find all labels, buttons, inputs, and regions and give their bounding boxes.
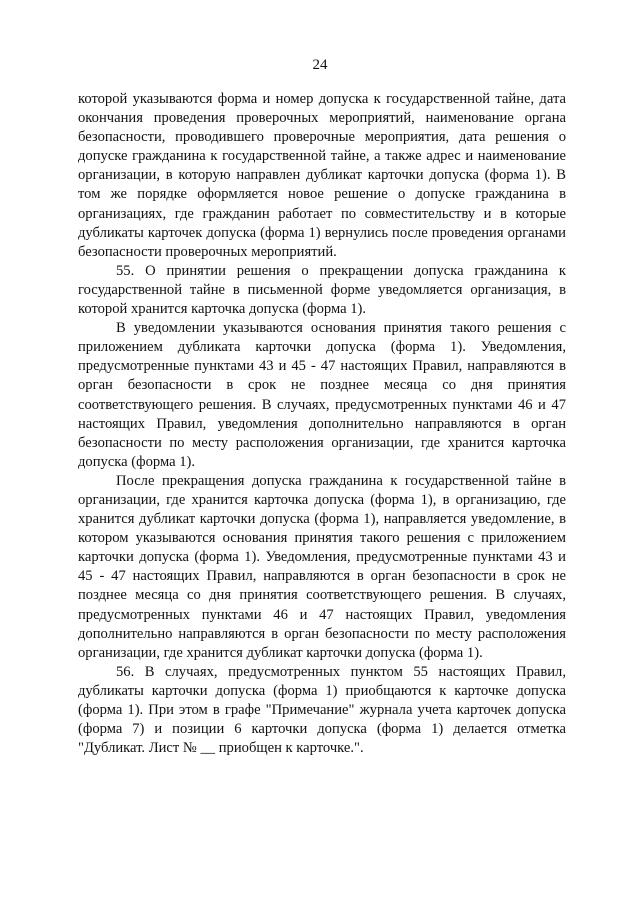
paragraph-item-56: 56. В случаях, предусмотренных пунктом 55 настоящих Правил, дубликаты карточки допуска (форма 1) приобщаются к карточке допуска (форма 1). При этом в графе "Примечание" журнала учета карточек допуска (форма 7) и позиции 6 карточки допуска (форма 1) делается отметка "Дубликат. Лист № __ приобщен к карточке.". <box>78 663 566 757</box>
paragraph-notification-grounds: В уведомлении указываются основания принятия такого решения с приложением дубликата карточки допуска (форма 1). Уведомления, предусмотренные пунктами 43 и 45 - 47 настоящих Правил, направляются в орган безопасности в срок не позднее месяца со дня принятия соответствующего решения. В случаях, предусмотренных пунктами 46 и 47 настоящих Правил, уведомления дополнительно направляются в орган безопасности по месту расположения организации, где хранится карточка допуска (форма 1). <box>78 320 566 470</box>
paragraph-after-termination: После прекращения допуска гражданина к государственной тайне в организации, где хранится карточка допуска (форма 1), в организацию, где хранится дубликат карточки допуска (форма 1), направляется уведомление, в котором указываются основания принятия такого решения с приложением карточки допуска (форма 1). Уведомления, предусмотренные пунктами 43 и 45 - 47 настоящих Правил, направляются в орган безопасности в срок не позднее месяца со дня принятия соответствующего решения. В случаях, предусмотренных пунктами 46 и 47 настоящих Правил, уведомления дополнительно направляются в орган безопасности по месту расположения организации, где хранится дубликат карточки допуска (форма 1). <box>78 472 566 661</box>
paragraph-continuation: которой указываются форма и номер допуска к государственной тайне, дата окончания проведения проверочных мероприятий, наименование органа безопасности, проводившего проверочные мероприятия, дата решения о допуске гражданина к государственной тайне, а также адрес и наименование организации, в которую направлен дубликат карточки допуска (форма 1). В том же порядке оформляется новое решение о допуске гражданина в организациях, где гражданин работает по совместительству и в которые дубликаты карточек допуска (форма 1) вернулись после проведения органами безопасности проверочных мероприятий. <box>78 91 566 260</box>
paragraph-item-55: 55. О принятии решения о прекращении допуска гражданина к государственной тайне в письменной форме уведомляется организация, в которой хранится карточка допуска (форма 1). <box>78 262 566 318</box>
page-body <box>78 90 566 758</box>
page-number: 24 <box>312 57 328 73</box>
